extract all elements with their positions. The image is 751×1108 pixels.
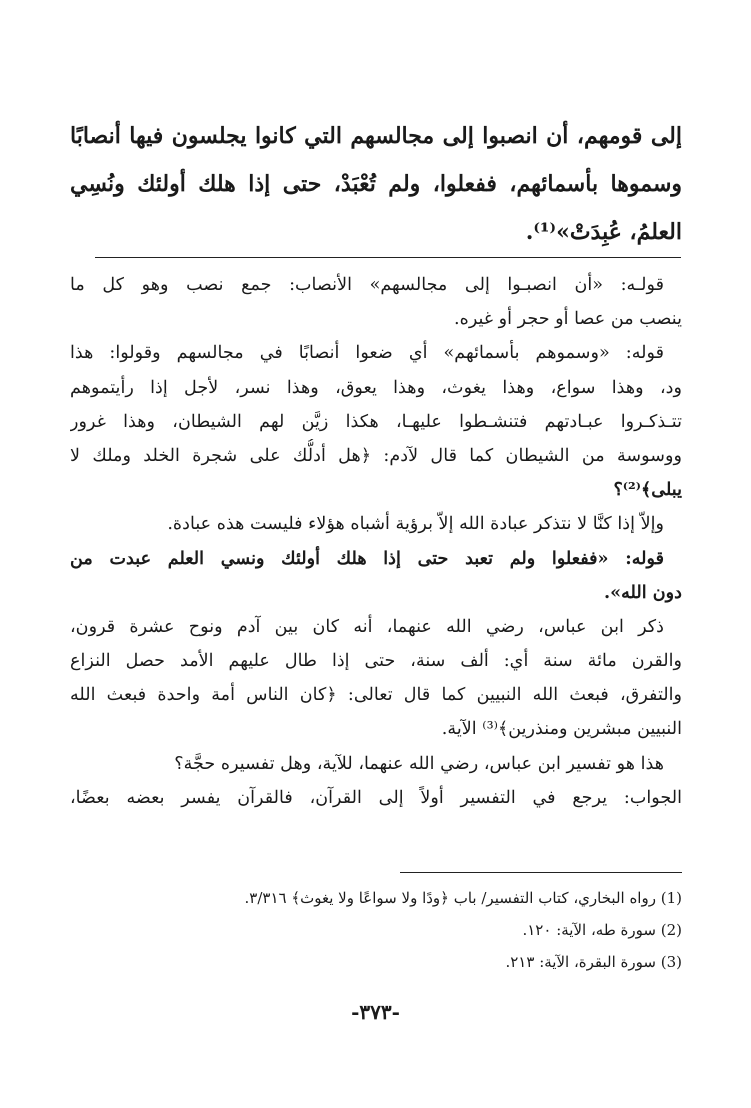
commentary-line: دون الله». — [603, 581, 682, 603]
commentary-line: والتفرق، فبعث الله النبيين كما قال تعالى: ﴿كان الناس أمة واحدة فبعث الله — [70, 685, 682, 706]
hadith-line: إلى قومهم، أن انصبوا إلى مجالسهم التي كانوا يجلسون فيها أنصابًا — [70, 123, 682, 149]
commentary-line: والقرن مائة سنة أي: ألف سنة، حتى إذا طال عليهم الأمد حصل النزاع — [70, 651, 682, 672]
commentary-line: ود، وهذا سواع، وهذا يغوث، وهذا يعوق، وهذا نسر، لأجل إذا رأيتموهم — [70, 377, 682, 398]
footnote: (1) رواه البخاري، كتاب التفسير/ باب ﴿ودًا ولا سواعًا ولا يغوث﴾ ٣/٣١٦. — [244, 889, 682, 907]
page-number: -٣٧٣- — [351, 1000, 400, 1024]
commentary-line: تتـذكـروا عبـادتهم فتنشـطوا عليهـا، هكذا زيَّن لهم الشيطان، وهذا غرور — [70, 411, 682, 432]
commentary-line: ذكر ابن عباس، رضي الله عنهما، أنه كان بين آدم ونوح عشرة قرون، — [70, 616, 664, 637]
commentary-line: وإلاّ إذا كنَّا لا نتذكر عبادة الله إلاّ برؤية أشباه هؤلاء فليست هذه عبادة. — [167, 514, 664, 535]
footnote-divider — [400, 872, 682, 873]
footnote: (2) سورة طه، الآية: ١٢٠. — [522, 921, 682, 939]
hadith-line: العلمُ، عُبِدَتْ»⁽¹⁾. — [525, 219, 682, 245]
commentary-line: هذا هو تفسير ابن عباس، رضي الله عنهما، للآية، وهل تفسيره حجَّة؟ — [174, 753, 664, 774]
footnotes — [120, 882, 682, 978]
commentary-text — [70, 268, 682, 815]
commentary-line: يبلى﴾⁽²⁾؟ — [613, 479, 682, 501]
hadith-line: وسموها بأسمائهم، ففعلوا، ولم تُعْبَدْ، حتى إذا هلك أولئك ونُسِي — [70, 171, 682, 197]
commentary-line: النبيين مبشرين ومنذرين﴾⁽³⁾ الآية. — [441, 719, 682, 740]
commentary-line: الجواب: يرجع في التفسير أولاً إلى القرآن، فالقرآن يفسر بعضه بعضًا، — [70, 787, 682, 808]
commentary-line: قوله: «ففعلوا ولم تعبد حتى إذا هلك أولئك ونسي العلم عبدت من — [70, 547, 664, 569]
commentary-line: ووسوسة من الشيطان كما قال لآدم: ﴿هل أدلُّك على شجرة الخلد وملك لا — [70, 445, 682, 466]
hadith-text — [70, 112, 682, 256]
section-divider — [95, 257, 681, 258]
footnote: (3) سورة البقرة، الآية: ٢١٣. — [505, 953, 682, 971]
commentary-line: ينصب من عصا أو حجر أو غيره. — [454, 309, 682, 330]
commentary-line: قوله: «وسموهم بأسمائهم» أي ضعوا أنصابًا في مجالسهم وقولوا: هذا — [70, 343, 664, 364]
commentary-line: قولـه: «أن انصبـوا إلى مجالسهم» الأنصاب: جمع نصب وهو كل ما — [70, 275, 664, 295]
